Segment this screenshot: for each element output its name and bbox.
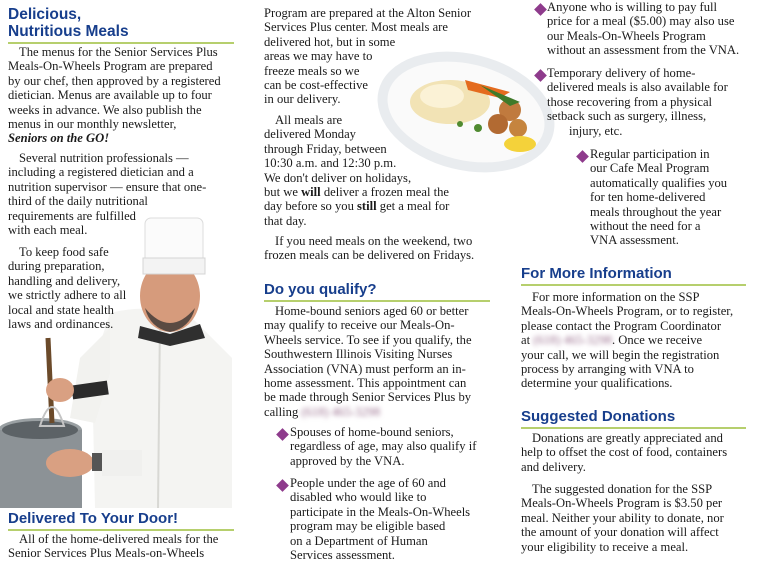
heading-delicious-meals: Delicious, Nutritious Meals — [8, 6, 234, 44]
bullet-diamond-icon — [276, 428, 289, 441]
heading-more-info: For More Information — [521, 265, 746, 286]
nutrition-paragraph: Several nutrition professionals — including a registered dietician and a nutrition supervisor — ensure that one- third of the daily nutritional requirements are fulfilled with each meal. — [8, 151, 207, 238]
column-right — [514, 0, 759, 564]
newsletter-title: Seniors on the GO! — [8, 131, 110, 146]
bullet-diamond-icon — [534, 69, 547, 82]
heading-qualify: Do you qualify? — [264, 281, 490, 302]
redacted-phone: (618) 465-3298 — [533, 333, 612, 348]
more-info-paragraph: For more information on the SSP Meals-On-Wheels Program, or to register, please contact the Program Coordinator at (618) 465-3298. Once we receive your call, we will begin the registration process by arranging with VNA to determine your qualifications. — [521, 290, 734, 391]
donations-paragraph-2: The suggested donation for the SSP Meals-On-Wheels Program is $3.50 per meal. Neither your ability to donate, nor the amount of your donation will affect your eligibility to receive a meal. — [521, 482, 724, 554]
delivery-days-paragraph: All meals are delivered Monday through Friday, between 10:30 a.m. and 12:30 p.m. We don't deliver on holidays, but we will deliver a frozen meal the day before so you still get a meal for that day. — [264, 113, 450, 228]
bullet-diamond-icon — [576, 150, 589, 163]
qualify-paragraph: Home-bound seniors aged 60 or better may qualify to receive our Meals-On- Wheels service. To see if you qualify, the Southwestern Illinois Visiting Nurses Association (VNA) must perform an in- home assessment. This appointment can be made through Senior Services Plus by calling (618) 465-3298 — [264, 304, 472, 419]
heading-delivered: Delivered To Your Door! — [8, 510, 234, 531]
weekend-paragraph: If you need meals on the weekend, two frozen meals can be delivered on Fridays. — [264, 234, 475, 263]
bullet-spouses: Spouses of home-bound seniors, regardless of age, may also qualify if approved by the VNA. — [290, 425, 477, 468]
food-safety-paragraph: To keep food safe during preparation, handling and delivery, we strictly adhere to all local and state health laws and ordinances. — [8, 245, 127, 332]
bullet-diamond-icon — [276, 479, 289, 492]
bullet-temporary-delivery: Temporary delivery of home- delivered meals is also available for those recovering from a physical setback such as surgery, illness, injury, etc. — [547, 66, 728, 138]
bullet-under-60: People under the age of 60 and disabled who would like to participate in the Meals-On-Wheels program may be eligible based on a Department of Human Services assessment. — [290, 476, 471, 563]
bullet-diamond-icon — [534, 3, 547, 16]
bullet-full-price: Anyone who is willing to pay full price for a meal ($5.00) may also use our Meals-On-Wheels Program without an assessment from the VNA. — [547, 0, 740, 58]
bullet-cafe-program: Regular participation in our Cafe Meal Program automatically qualifies you for ten home-delivered meals throughout the year without the need for a VNA assessment. — [590, 147, 728, 248]
column-left — [0, 0, 240, 564]
menus-paragraph: The menus for the Senior Services Plus Meals-On-Wheels Program are prepared by our chef, then approved by a registered dietician. Menus are available up to four weeks in advance. We also publish the menus in our monthly newsletter, Seniors on the GO! — [8, 45, 221, 146]
redacted-phone: (618) 465-3298 — [301, 404, 381, 419]
heading-donations: Suggested Donations — [521, 408, 746, 429]
delivered-paragraph: All of the home-delivered meals for the Senior Services Plus Meals-on-Wheels — [8, 532, 219, 561]
donations-paragraph-1: Donations are greatly appreciated and help to offset the cost of food, containers and delivery. — [521, 431, 728, 474]
preparation-paragraph: Program are prepared at the Alton Senior Services Plus center. Most meals are delivered hot, but in some areas we may have to freeze meals so we can be cost-effective in our delivery. — [264, 6, 472, 107]
